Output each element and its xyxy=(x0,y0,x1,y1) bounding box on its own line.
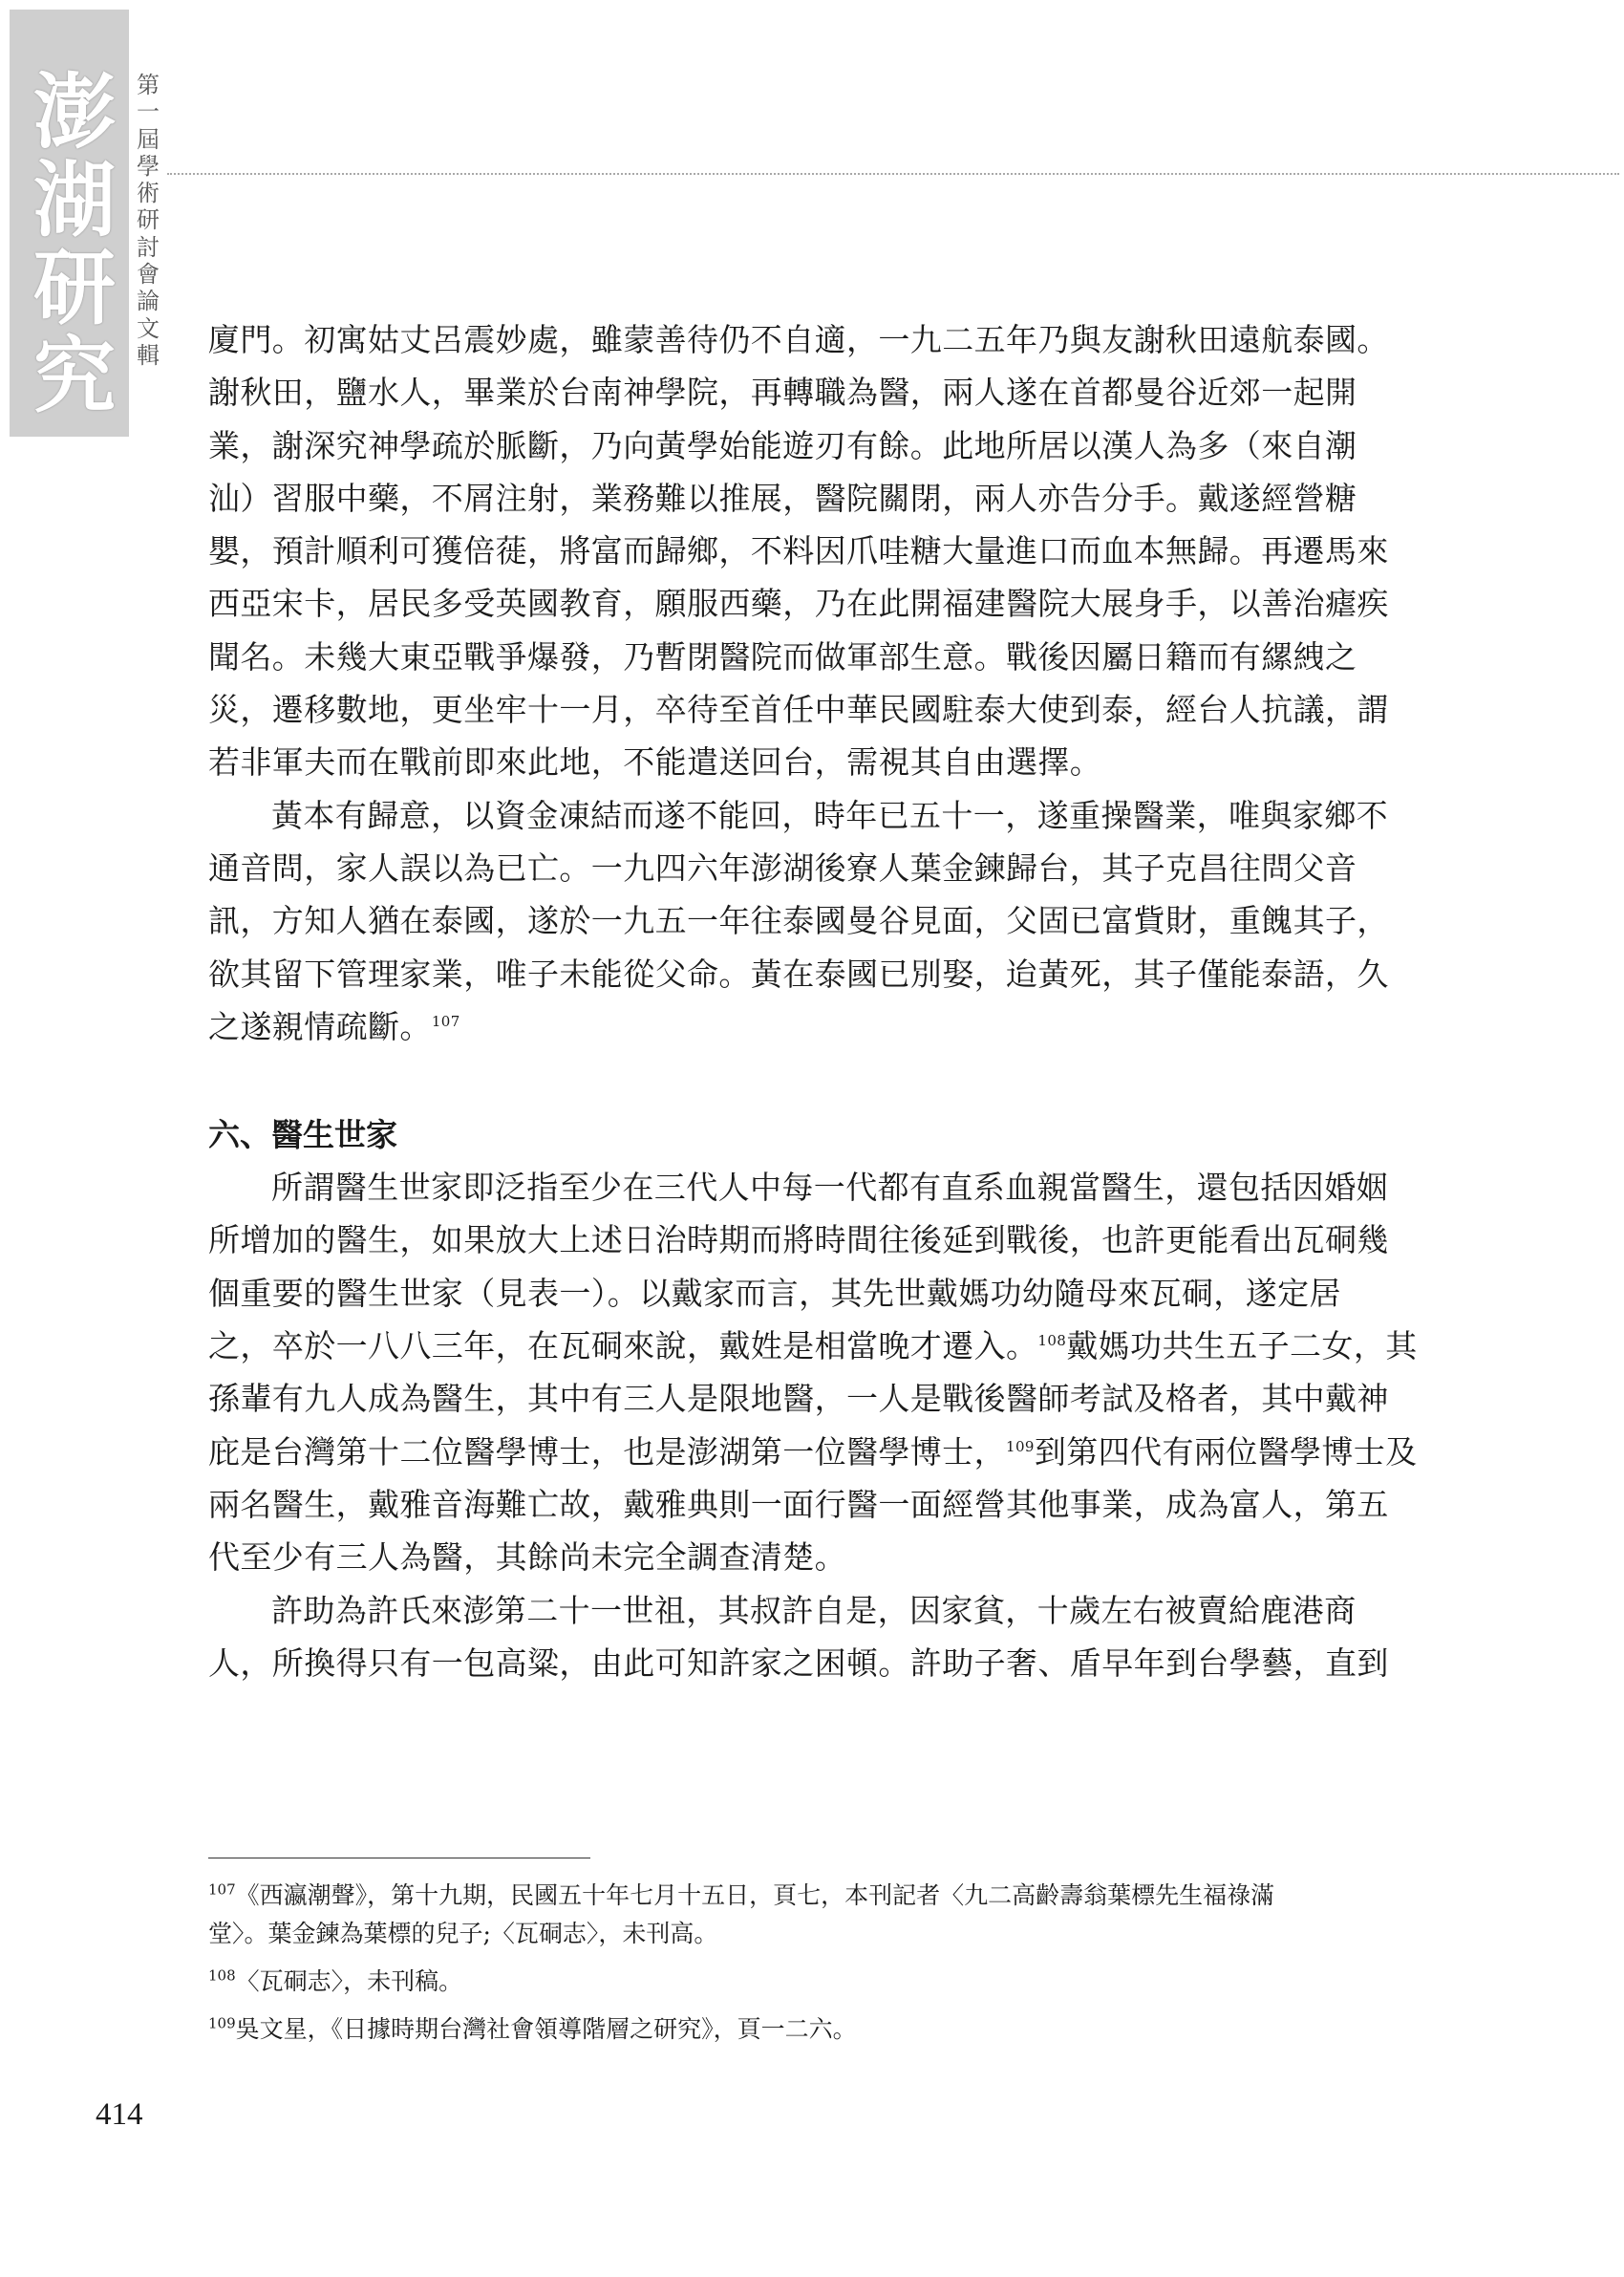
text-line: 代至少有三人為醫，其餘尚未完全調查清楚。 xyxy=(208,1538,846,1577)
footnote-text: 堂〉。葉金鍊為葉標的兒子;〈瓦硐志〉，未刊高。 xyxy=(208,1920,718,1947)
footnote-text: 《西瀛潮聲》，第十九期，民國五十年七月十五日，頁七，本刊記者〈九二高齡壽翁葉標先生福祿滿 xyxy=(235,1881,1275,1909)
footnote-ref-108[interactable]: 108 xyxy=(1037,1332,1067,1350)
text-line xyxy=(208,1000,1412,1053)
text-fragment: 到第四代有兩位醫學博士及 xyxy=(1034,1432,1418,1471)
text-line xyxy=(208,1320,1418,1372)
text-fragment: 之遂親情疏斷。 xyxy=(208,1007,432,1045)
subtitle-char: 一 xyxy=(137,98,160,126)
text-fragment: 之，卒於一八八三年，在瓦硐來說，戴姓是相當晚才遷入。 xyxy=(208,1327,1038,1365)
subtitle-char: 研 xyxy=(137,206,160,234)
text-line: 廈門。初寓姑丈呂震妙處，雖蒙善待仍不自適，一九二五年乃與友謝秋田遠航泰國。 xyxy=(208,321,1389,358)
text-line: 汕）習服中藥，不屑注射，業務難以推展，醫院關閉，兩人亦告分手。戴遂經營糖 xyxy=(208,479,1357,517)
footnote-109 xyxy=(208,2010,1412,2049)
footnote-number: 109 xyxy=(208,2014,236,2032)
text-line: 所謂醫生世家即泛指至少在三代人中每一代都有直系血親當醫生，還包括因婚姻 xyxy=(271,1169,1388,1207)
title-char: 究 xyxy=(33,329,116,424)
title-char: 湖 xyxy=(33,153,116,248)
text-line: 嬰，預計順利可獲倍蓰，將富而歸鄉，不料因爪哇糖大量進口而血本無歸。再遷馬來 xyxy=(208,532,1389,570)
paragraph-3 xyxy=(208,1161,1418,1583)
footnote-number: 107 xyxy=(208,1880,236,1899)
text-line: 孫輩有九人成為醫生，其中有三人是限地醫，一人是戰後醫師考試及格者，其中戴神 xyxy=(208,1380,1389,1418)
page-number: 414 xyxy=(96,2097,143,2132)
text-fragment: 庇是台灣第十二位醫學博士，也是澎湖第一位醫學博士， xyxy=(208,1432,1006,1471)
footnote-ref-109[interactable]: 109 xyxy=(1006,1437,1035,1455)
paragraph-4 xyxy=(208,1584,1412,1690)
text-line: 業，謝深究神學疏於脈斷，乃向黃學始能遊刃有餘。此地所居以漢人為多（來自潮 xyxy=(208,426,1357,464)
subtitle-char: 輯 xyxy=(137,341,160,369)
footnote-text: 〈瓦硐志〉，未刊稿。 xyxy=(235,1967,463,1995)
subtitle-char: 會 xyxy=(137,261,160,289)
footnotes xyxy=(208,1877,1412,2058)
subtitle-char: 第 xyxy=(137,72,160,98)
text-line: 謝秋田，鹽水人，畢業於台南神學院，再轉職為醫，兩人遂在首都曼谷近郊一起開 xyxy=(208,374,1357,412)
subtitle-char: 屆 xyxy=(137,125,160,153)
header-dotted-rule xyxy=(167,173,1619,175)
text-line: 許助為許氏來澎第二十一世祖，其叔許自是，因家貧，十歲左右被賣給鹿港商 xyxy=(271,1591,1357,1629)
footnote-108 xyxy=(208,1963,1412,2001)
subtitle-char: 術 xyxy=(137,180,160,207)
text-line: 通音問，家人誤以為已亡。一九四六年澎湖後寮人葉金鍊歸台，其子克昌往問父音 xyxy=(208,849,1357,887)
subtitle-char: 論 xyxy=(137,288,160,315)
text-line: 個重要的醫生世家（見表一）。以戴家而言，其先世戴媽功幼隨母來瓦硐，遂定居 xyxy=(208,1274,1341,1312)
text-line: 訊，方知人猶在泰國，遂於一九五一年往泰國曼谷見面，父固已富貲財，重餽其子， xyxy=(208,902,1389,940)
journal-subtitle xyxy=(134,72,162,369)
subtitle-char: 討 xyxy=(137,233,160,261)
text-line xyxy=(208,1426,1418,1478)
text-line: 兩名醫生，戴雅音海難亡故，戴雅典則一面行醫一面經營其他事業，成為富人，第五 xyxy=(208,1485,1389,1523)
title-char: 澎 xyxy=(33,65,116,161)
paragraph-2 xyxy=(208,789,1412,1053)
text-line: 所增加的醫生，如果放大上述日治時期而將時間往後延到戰後，也許更能看出瓦硐幾 xyxy=(208,1221,1389,1259)
paragraph-1 xyxy=(208,313,1412,789)
text-line: 災，遷移數地，更坐牢十一月，卒待至首任中華民國駐泰大使到泰，經台人抗議，謂 xyxy=(208,691,1389,729)
footnote-107 xyxy=(208,1877,1412,1953)
footnote-ref-107[interactable]: 107 xyxy=(431,1012,460,1030)
section-heading: 六、醫生世家 xyxy=(208,1116,397,1154)
text-line: 若非軍夫而在戰前即來此地，不能遣送回台，需視其自由選擇。 xyxy=(208,743,1102,782)
main-content xyxy=(208,313,1418,1689)
text-fragment: 戴媽功共生五子二女，其 xyxy=(1066,1327,1418,1365)
text-line: 欲其留下管理家業，唯子未能從父命。黃在泰國已別娶，迨黃死，其子僅能泰語，久 xyxy=(208,955,1389,993)
footnote-text: 吳文星，《日據時期台灣社會領導階層之研究》，頁一二六。 xyxy=(235,2015,857,2043)
footnote-number: 108 xyxy=(208,1966,236,1985)
text-line: 黃本有歸意，以資金凍結而遂不能回，時年已五十一，遂重操醫業，唯與家鄉不 xyxy=(271,796,1388,834)
subtitle-char: 學 xyxy=(137,152,160,180)
text-line: 人，所換得只有一包高粱，由此可知許家之困頓。許助子奢、盾早年到台學藝，直到 xyxy=(208,1643,1389,1682)
text-line: 西亞宋卡，居民多受英國教育，願服西藥，乃在此開福建醫院大展身手，以善治瘧疾 xyxy=(208,585,1389,623)
journal-title xyxy=(31,65,118,424)
title-char: 研 xyxy=(33,241,116,336)
subtitle-char: 文 xyxy=(137,314,160,342)
text-line: 聞名。未幾大東亞戰爭爆發，乃暫閉醫院而做軍部生意。戰後因屬日籍而有縲絏之 xyxy=(208,637,1357,676)
